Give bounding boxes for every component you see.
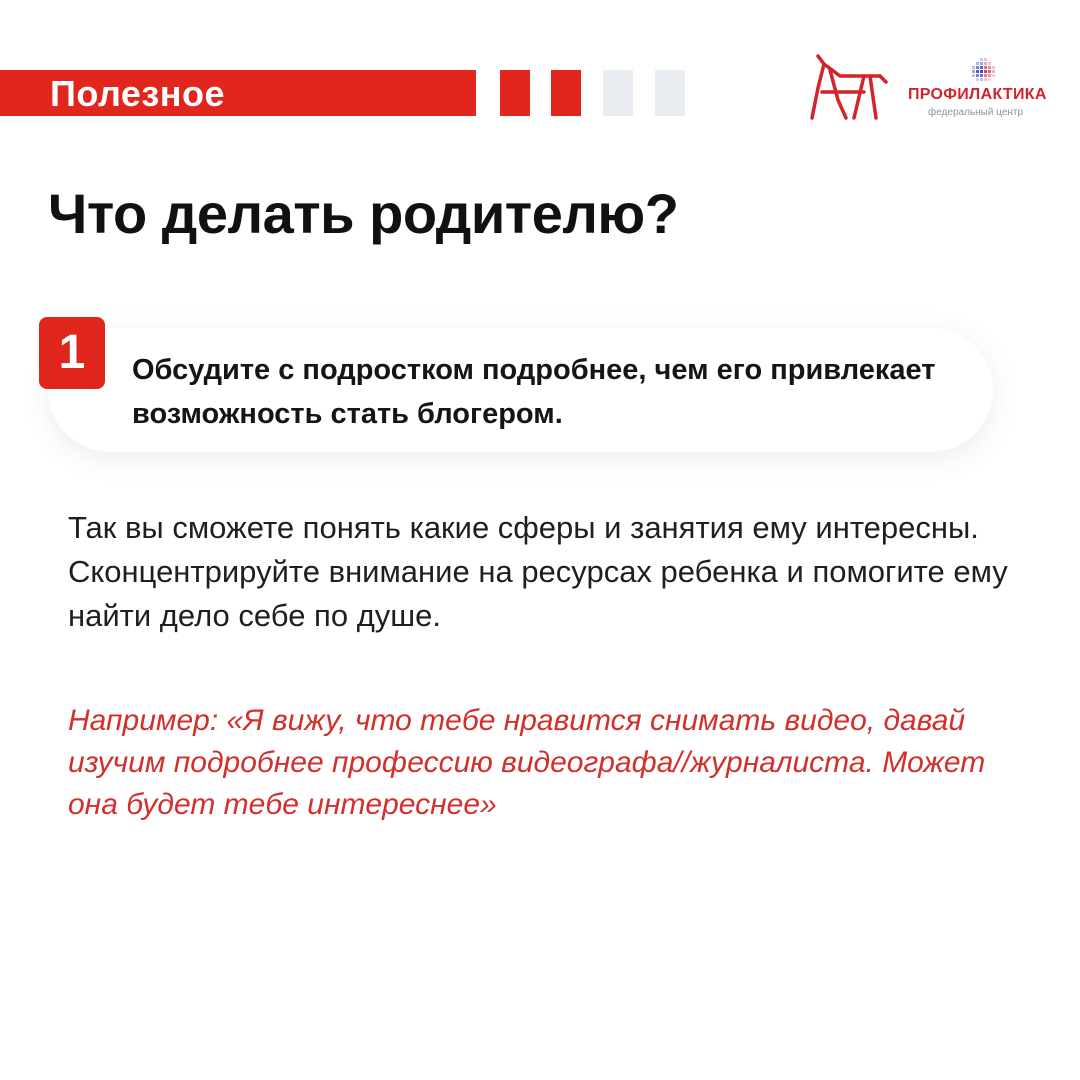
decor-square-grey-2	[655, 70, 685, 116]
horse-logo-icon	[808, 52, 888, 122]
example-quote: Например: «Я вижу, что тебе нравится снимать видео, давай изучим подробнее профессию видеографа//журналиста. Может она будет тебе интереснее»	[68, 704, 986, 821]
decor-square-grey-1	[603, 70, 633, 116]
step-card	[48, 328, 993, 452]
dot-grid-icon	[966, 58, 1002, 86]
category-label: Полезное	[50, 73, 226, 114]
logo-subtitle: федеральный центр	[928, 107, 1024, 118]
decor-square-red-1	[500, 70, 530, 116]
decor-square-red-2	[551, 70, 581, 116]
step-text: Обсудите с подростком подробнее, чем его привлекает возможность стать блогером.	[132, 354, 936, 430]
step-number-badge: 1	[39, 317, 105, 389]
category-ribbon	[0, 70, 476, 116]
page-title: Что делать родителю?	[48, 182, 679, 245]
body-paragraph: Так вы сможете понять какие сферы и занятия ему интересны. Сконцентрируйте внимание на ресурсах ребенка и помогите ему найти дело себе по душе.	[68, 510, 1008, 633]
logo-name: ПРОФИЛАКТИКА	[908, 86, 1047, 103]
